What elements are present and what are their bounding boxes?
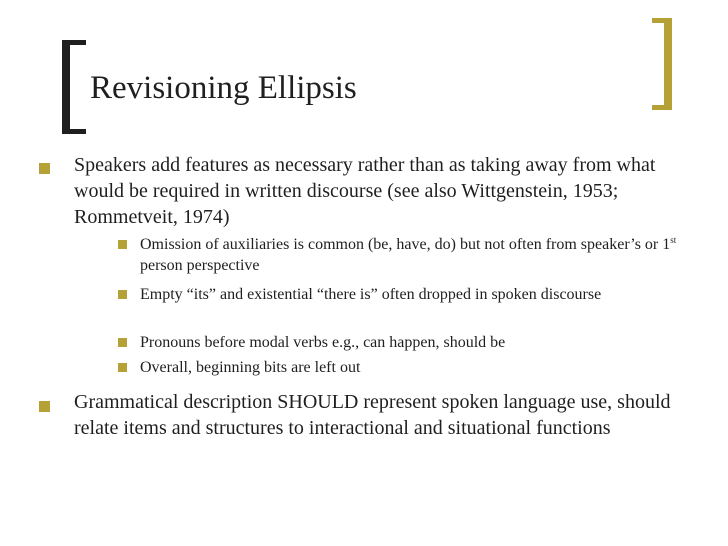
bullet-marker-icon	[39, 163, 50, 174]
subbullet-2-text: Empty “its” and existential “there is” often dropped in spoken discourse	[140, 286, 602, 303]
subbullet-1-text-part: Omission of auxiliaries is common (be, have, do) but not often from speaker’s or 1	[140, 236, 671, 253]
subbullet-marker-icon	[118, 338, 127, 347]
left-bracket-decoration	[62, 40, 88, 134]
subbullet-3-text: Pronouns before modal verbs e.g., can happen, should be	[140, 334, 506, 351]
subbullet-marker-icon	[118, 290, 127, 299]
bullet-2-text: Grammatical description SHOULD represent spoken language use, should relate items and structures to interactional and situational functions	[74, 391, 671, 439]
bullet-1-text: Speakers add features as necessary rather than as taking away from what would be required in written discourse (see also Wittgenstein, 1953; Rommetveit, 1974)	[74, 154, 656, 228]
subbullet-4-text: Overall, beginning bits are left out	[140, 359, 361, 376]
bullet-marker-icon	[39, 401, 50, 412]
slide-title: Revisioning Ellipsis	[90, 70, 357, 106]
ordinal-suffix: st	[670, 235, 677, 245]
right-bracket-decoration	[652, 18, 678, 110]
subbullet-marker-icon	[118, 240, 127, 249]
subbullet-1-text-part: person perspective	[140, 257, 260, 274]
subbullet-marker-icon	[118, 363, 127, 372]
subbullet-1-text	[140, 234, 690, 276]
